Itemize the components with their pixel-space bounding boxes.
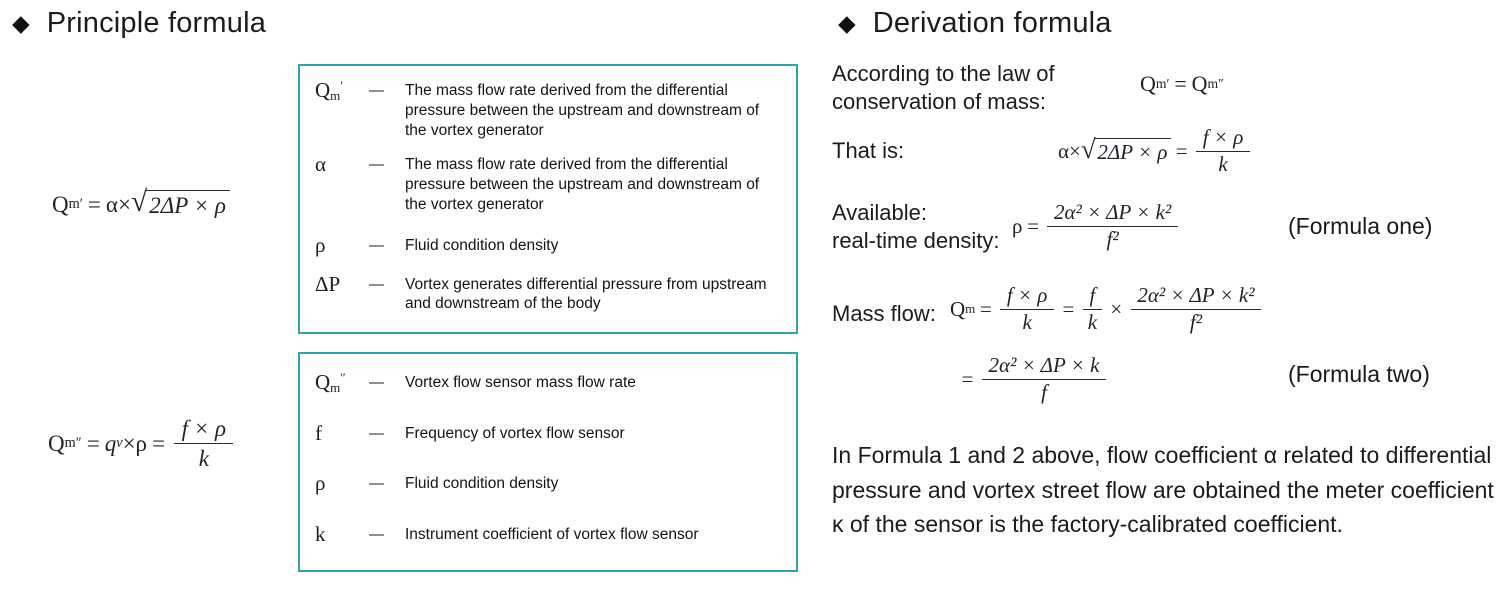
fraction-denominator: k (198, 445, 209, 471)
equals-sign: = (1027, 213, 1039, 238)
math-symbol: Q (1140, 71, 1156, 96)
em-dash: — (369, 475, 384, 493)
formula-one-note: (Formula one) (1288, 213, 1433, 239)
fraction-numerator: 2α² × ΔP × k² (1047, 201, 1178, 227)
math-subscript: m (64, 435, 76, 452)
definition-row (315, 523, 784, 547)
math-superscript: ″ (1218, 76, 1224, 91)
formula-one (1012, 201, 1182, 252)
fraction (1196, 126, 1250, 177)
symbol-qm-prime: $Q_m'$ (315, 78, 344, 104)
definition-text: Instrument coefficient of vortex flow sensor (405, 526, 699, 544)
formula-two (957, 354, 1110, 405)
fraction-denominator: f² (1189, 310, 1202, 335)
heading-text: Principle formula (46, 7, 267, 39)
em-dash: — (369, 374, 384, 391)
diamond-bullet-icon: ◆ (12, 10, 30, 36)
equals-sign: = (1175, 138, 1188, 163)
fraction (1131, 284, 1262, 335)
math-symbol: Q (48, 430, 65, 456)
definition-text: Fluid condition density (405, 236, 559, 254)
definition-text: Frequency of vortex flow sensor (405, 424, 625, 442)
fraction-denominator: k (1218, 152, 1228, 177)
em-dash: — (369, 236, 384, 254)
math-symbol: Q (950, 296, 966, 321)
derivation-formula-heading (838, 7, 1112, 40)
principle-formula-heading (12, 7, 266, 40)
fraction (174, 416, 233, 472)
definition-row (315, 153, 784, 214)
math-symbol: α× (1058, 138, 1081, 163)
symbol-rho: ρ (315, 233, 326, 258)
math-superscript: ′ (1166, 76, 1170, 91)
square-root (130, 186, 230, 219)
em-dash: — (369, 82, 384, 99)
math-subscript: m (1207, 76, 1219, 91)
radical-sign: √ (1080, 134, 1096, 165)
definition-row (315, 472, 784, 496)
radicand: 2ΔP × ρ (1094, 138, 1172, 164)
that-is-formula (1058, 126, 1254, 177)
math-symbol: q (104, 430, 117, 456)
fraction-denominator: k (1087, 310, 1098, 335)
definition-text: Fluid condition density (405, 475, 559, 493)
multiplication-sign: × (1110, 296, 1123, 321)
diamond-bullet-icon: ◆ (838, 10, 856, 36)
principle-formula-1 (52, 186, 230, 219)
fraction-numerator: f (1083, 284, 1102, 310)
definition-row (315, 79, 784, 140)
principle-definitions-box-2 (298, 352, 798, 572)
fraction (982, 354, 1106, 405)
fraction-numerator: f × ρ (1000, 284, 1054, 310)
equals-sign: = (86, 430, 100, 456)
symbol-qm-doubleprime: $Q_m''$ (315, 370, 346, 396)
definition-text: The mass flow rate derived from the differential pressure between the upstream and downstream of the vortex generator (405, 156, 760, 214)
math-symbol: ρ (1012, 213, 1023, 238)
math-symbol: Q (1191, 71, 1208, 96)
math-superscript: ″ (75, 435, 82, 452)
label-line: According to the law of (832, 61, 1055, 86)
definition-row (315, 371, 784, 395)
math-subscript: m (1155, 76, 1167, 91)
principle-definitions-box-1 (298, 64, 798, 334)
math-subscript: v (116, 435, 123, 452)
label-line: conservation of mass: (832, 88, 1046, 114)
fraction-denominator: k (1022, 310, 1032, 335)
square-root (1080, 134, 1171, 165)
em-dash: — (369, 156, 384, 174)
label-line: real-time density: (832, 227, 1000, 253)
fraction-numerator: f × ρ (1196, 126, 1250, 152)
math-subscript: m (68, 196, 80, 213)
conservation-law-formula (1140, 71, 1224, 97)
fraction (1000, 284, 1054, 335)
fraction-numerator: 2α² × ΔP × k² (1131, 284, 1262, 310)
math-symbol: ×ρ (122, 430, 148, 456)
radicand: 2ΔP × ρ (145, 190, 230, 219)
fraction (1083, 284, 1102, 335)
fraction-denominator: f (1041, 380, 1047, 405)
that-is-label: That is: (832, 138, 905, 163)
equals-sign: = (979, 296, 992, 321)
equals-sign: = (152, 430, 166, 456)
available-density-label (832, 199, 1000, 254)
math-superscript: ′ (79, 196, 83, 213)
fraction-numerator: 2α² × ΔP × k (982, 354, 1106, 380)
conservation-law-label (832, 60, 1117, 115)
definition-text: Vortex generates differential pressure from upstream and downstream of the body (405, 275, 767, 313)
mass-flow-formula (950, 284, 1265, 335)
label-line: Available: (832, 200, 927, 225)
symbol-alpha: α (315, 152, 327, 177)
fraction-denominator: f² (1106, 227, 1119, 252)
principle-formula-2 (48, 416, 238, 472)
equals-sign: = (87, 191, 101, 217)
definition-text: Vortex flow sensor mass flow rate (405, 374, 636, 391)
math-subscript: m (965, 301, 976, 317)
symbol-k: k (315, 522, 326, 547)
em-dash: — (369, 424, 384, 442)
coefficient-explanation-paragraph: In Formula 1 and 2 above, flow coefficient α related to differential pressure and vortex street flow are obtained the meter coefficient κ of the sensor is the factory-calibrated coefficient. (832, 442, 1494, 537)
mass-flow-label: Mass flow: (832, 301, 936, 326)
formula-two-note: (Formula two) (1288, 361, 1430, 387)
em-dash: — (369, 526, 384, 544)
equals-sign: = (1174, 71, 1187, 96)
fraction-numerator: f × ρ (174, 416, 233, 444)
fraction (1047, 201, 1178, 252)
symbol-rho: ρ (315, 471, 326, 496)
em-dash: — (369, 275, 384, 293)
symbol-delta-p: ΔP (315, 271, 341, 296)
equals-sign: = (961, 366, 974, 391)
math-symbol: α× (105, 191, 131, 217)
symbol-f: f (315, 420, 322, 445)
radical-sign: √ (130, 186, 148, 219)
definition-row (315, 422, 784, 446)
definition-text: The mass flow rate derived from the differential pressure between the upstream and downstream of the vortex generator (405, 82, 760, 139)
math-symbol: Q (52, 191, 69, 217)
definition-row (315, 273, 784, 315)
heading-text: Derivation formula (872, 7, 1112, 39)
definition-row (315, 234, 784, 258)
equals-sign: = (1062, 296, 1075, 321)
